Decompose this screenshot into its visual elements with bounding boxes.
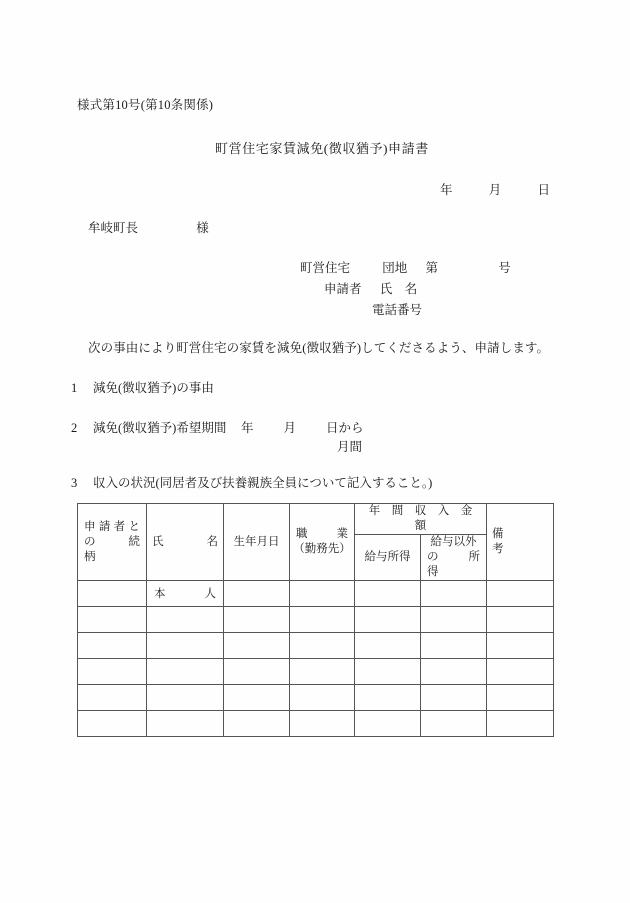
cell-name[interactable] (147, 685, 224, 711)
addressee-name: 牟岐町長 (88, 221, 139, 235)
number-prefix-label: 第 (425, 261, 439, 275)
item-3-income-status (71, 473, 432, 491)
cell-occupation[interactable] (290, 633, 355, 659)
header-relation (78, 504, 152, 581)
cell-birthdate[interactable] (224, 607, 290, 633)
header-other-income-line2: の 所 得 (427, 551, 492, 578)
table-row (78, 607, 554, 633)
document-title: 町営住宅家賃減免(徴収猶予)申請書 (215, 141, 429, 156)
income-table (77, 503, 554, 737)
cell-remarks[interactable] (487, 633, 554, 659)
cell-salary-income[interactable] (355, 685, 421, 711)
item-2-duration: 月間 (337, 440, 363, 454)
applicant-label: 申請者 (324, 282, 362, 296)
table-row (78, 581, 554, 607)
cell-remarks[interactable] (487, 607, 554, 633)
header-relation-line1: 申請者と (84, 520, 140, 533)
table-body (78, 581, 554, 737)
lead-sentence: 次の事由により町営住宅の家賃を減免(徴収猶予)してくださるよう、申請します。 (88, 341, 550, 355)
housing-estate-line (300, 258, 511, 279)
cell-other-income[interactable] (421, 711, 487, 737)
addressee-honorific: 様 (196, 221, 209, 235)
cell-birthdate[interactable] (224, 659, 290, 685)
cell-remarks[interactable] (487, 711, 554, 737)
item-2-period (71, 418, 364, 436)
cell-birthdate[interactable] (224, 581, 290, 607)
date-day-label: 日 (537, 183, 551, 197)
applicant-name-line (300, 279, 511, 300)
cell-name-value: 本 人 (154, 587, 216, 600)
estate-label: 団地 (382, 261, 408, 275)
cell-birthdate[interactable] (224, 711, 290, 737)
number-suffix-label: 号 (498, 261, 511, 275)
cell-occupation[interactable] (290, 581, 355, 607)
cell-remarks[interactable] (487, 581, 554, 607)
cell-occupation[interactable] (290, 659, 355, 685)
header-annual-income (355, 504, 487, 535)
table-row (78, 633, 554, 659)
applicant-block (300, 258, 511, 321)
table-row (78, 685, 554, 711)
cell-salary-income[interactable] (355, 581, 421, 607)
item-1-reason (71, 378, 214, 396)
cell-relation[interactable] (78, 659, 147, 685)
cell-name[interactable] (147, 633, 224, 659)
date-line (440, 180, 550, 198)
cell-salary-income[interactable] (355, 711, 421, 737)
item-1-label: 減免(徴収猶予)の事由 (93, 381, 214, 395)
cell-salary-income[interactable] (355, 659, 421, 685)
cell-salary-income[interactable] (355, 633, 421, 659)
cell-remarks[interactable] (487, 659, 554, 685)
item-2-number: 2 (71, 421, 78, 435)
header-name-label: 氏 名 (152, 535, 218, 548)
item-1-number: 1 (71, 381, 78, 395)
addressee (88, 218, 209, 236)
cell-relation[interactable] (78, 607, 147, 633)
cell-birthdate[interactable] (224, 685, 290, 711)
cell-relation[interactable] (78, 711, 147, 737)
item-2-label: 減免(徴収猶予)希望期間 (93, 421, 227, 435)
header-birthdate-label: 生年月日 (233, 535, 280, 548)
form-number: 様式第10号(第10条関係) (77, 98, 214, 112)
item-3-number: 3 (71, 476, 78, 490)
cell-relation[interactable] (78, 633, 147, 659)
header-remarks-label: 備 考 (492, 528, 538, 555)
applicant-name-label: 氏 名 (379, 282, 418, 296)
table-row (78, 711, 554, 737)
cell-occupation[interactable] (290, 607, 355, 633)
table-row (78, 659, 554, 685)
cell-occupation[interactable] (290, 711, 355, 737)
cell-name[interactable] (147, 659, 224, 685)
cell-other-income[interactable] (421, 685, 487, 711)
cell-birthdate[interactable] (224, 633, 290, 659)
cell-other-income[interactable] (421, 659, 487, 685)
header-other-income-line1: 給与以外 (430, 536, 477, 548)
cell-relation[interactable] (78, 685, 147, 711)
item-2-day-from-label: 日から (326, 421, 364, 435)
header-occupation (290, 504, 355, 581)
header-birthdate (224, 504, 290, 581)
header-relation-line2: の 続 柄 (84, 535, 152, 563)
header-occupation-line2: （勤務先） (293, 543, 351, 555)
cell-other-income[interactable] (421, 607, 487, 633)
phone-label: 電話番号 (372, 303, 423, 317)
header-other-income (421, 535, 492, 581)
cell-name[interactable] (147, 711, 224, 737)
header-salary-income (355, 535, 421, 581)
header-salary-income-label: 給与所得 (364, 551, 411, 563)
cell-name[interactable] (147, 581, 224, 607)
cell-remarks[interactable] (487, 685, 554, 711)
applicant-phone-line (300, 300, 511, 321)
cell-salary-income[interactable] (355, 607, 421, 633)
date-year-label: 年 (440, 183, 453, 197)
cell-other-income[interactable] (421, 581, 487, 607)
date-month-label: 月 (488, 183, 502, 197)
cell-relation[interactable] (78, 581, 147, 607)
item-3-label: 収入の状況(同居者及び扶養親族全員について記入すること。) (93, 476, 433, 490)
header-remarks (487, 504, 554, 581)
header-annual-income-label: 年 間 収 入 金 額 (368, 505, 484, 532)
cell-occupation[interactable] (290, 685, 355, 711)
cell-name[interactable] (147, 607, 224, 633)
item-2-year-label: 年 (241, 421, 254, 435)
table-header-row (78, 504, 554, 535)
header-name (147, 504, 224, 581)
header-occupation-line1: 職 業 (296, 528, 348, 540)
housing-label: 町営住宅 (300, 261, 351, 275)
item-2-month-label: 月 (283, 421, 297, 435)
cell-other-income[interactable] (421, 633, 487, 659)
